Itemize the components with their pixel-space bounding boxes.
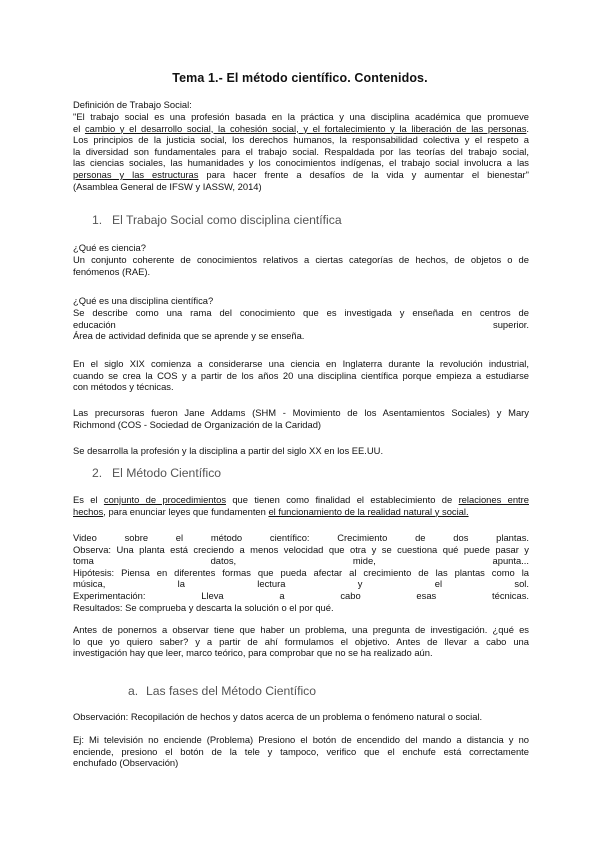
paragraph-ejemplo: [73, 734, 529, 769]
section-1-number: 1.: [92, 213, 103, 227]
text-line: Experimentación: Lleva a cabo esas técnicas.: [73, 589, 529, 601]
underlined-text: personas y las estructuras: [73, 168, 199, 180]
text-line: lo que yo quiero saber? y a partir de ahí formulamos el objetivo. Antes de llevar a cabo una: [73, 635, 529, 647]
underlined-text: hechos: [73, 505, 104, 517]
text-line: Video sobre el método científico: Crecimiento de dos plantas.: [73, 532, 529, 543]
underlined-text: cambio y el desarrollo social, la cohesión social, y el fortalecimiento y la liberación de las personas: [84, 122, 527, 134]
text-line: Se describe como una rama del conocimiento que es investigada y enseñada en centros de: [73, 307, 529, 318]
text-line: con métodos y técnicas.: [73, 381, 174, 393]
text-line: enciende, presiono el botón de la tele y tampoco, verifico que el enchufe está correctamente: [73, 745, 529, 757]
text-line: la diversidad son fundamentales para el trabajo social. Respaldada por las teorías del trabajo social,: [73, 145, 529, 157]
text-line: investigación hay que leer, marco teórico, para comprobar que no se ha realizado aún.: [73, 647, 433, 659]
section-1-title: El Trabajo Social como disciplina científica: [112, 213, 342, 227]
text-line: personas y las estructuras para hacer frente a desafíos de la vida y aumentar el bienestar": [73, 168, 529, 180]
text-line: Se desarrolla la profesión y la disciplina a partir del siglo XX en los EE.UU.: [73, 445, 384, 456]
text-line: Hipótesis: Piensa en diferentes formas que pueda afectar al crecimiento de las plantas como la: [73, 566, 529, 578]
section-2-number: 2.: [92, 466, 103, 480]
text-line: Antes de ponernos a observar tiene que haber un problema, una pregunta de investigación. ¿qué es: [73, 624, 529, 635]
underlined-text: conjunto de procedimientos: [103, 494, 227, 505]
text-line: Observa: Una planta está creciendo a menos velocidad que otra y se cuestiona qué puede pasar y: [73, 543, 529, 555]
subsection-a-heading: [128, 684, 316, 698]
text-line: las ciencias sociales, las humanidades y los conocimientos indígenas, el trabajo social involucra a las: [73, 157, 529, 169]
text-line: En el siglo XIX comienza a considerarse una ciencia en Inglaterra durante la revolución industrial,: [73, 358, 529, 369]
text-line: música, la lectura y el sol.: [73, 578, 529, 590]
section-2-heading: [92, 466, 221, 480]
paragraph-precursoras: [73, 407, 529, 430]
text-line: el cambio y el desarrollo social, la cohesión social, y el fortalecimiento y la liberación de las personas.: [73, 122, 530, 134]
question-disciplina: ¿Qué es una disciplina científica?: [73, 295, 214, 306]
text-line: educación superior.: [73, 318, 529, 330]
text-line: (Asamblea General de IFSW y IASSW, 2014): [73, 180, 262, 192]
text-line: "El trabajo social es una profesión basada en la práctica y una disciplina académica que promueve: [73, 111, 529, 122]
question-ciencia: ¿Qué es ciencia?: [73, 242, 146, 253]
underlined-text: relaciones entre: [458, 494, 529, 505]
paragraph-definicion-metodo: [73, 494, 529, 517]
text-line: Ej: Mi televisión no enciende (Problema) Presiono el botón de encendido del mando a distancia y no: [73, 734, 529, 745]
section-1-heading: [92, 213, 342, 227]
paragraph-antes: [73, 624, 529, 659]
underlined-text: el funcionamiento de la realidad natural y social.: [268, 505, 469, 517]
text-line: hechos, para enunciar leyes que fundamenten el funcionamiento de la realidad natural y social.: [73, 505, 469, 517]
paragraph-observacion: [73, 711, 529, 723]
text-line: Los principios de la justicia social, los derechos humanos, la responsabilidad colectiva y el respeto a: [73, 134, 529, 146]
text-line: Richmond (COS - Sociedad de Organización de la Caridad): [73, 418, 322, 430]
text-line: cuando se crea la COS y a partir de los años 20 una disciplina científica porque empieza a estudiarse: [73, 369, 529, 381]
text-line: Área de actividad definida que se aprende y se enseña.: [73, 330, 305, 342]
text-line: Observación: Recopilación de hechos y datos acerca de un problema o fenómeno natural o social.: [73, 711, 483, 722]
page-title: Tema 1.- El método científico. Contenidos.: [172, 71, 428, 85]
text-line: Resultados: Se comprueba y descarta la solución o el por qué.: [73, 601, 334, 613]
definition-heading: Definición de Trabajo Social:: [73, 99, 192, 110]
paragraph-siglo-xix: [73, 358, 529, 393]
definition-paragraph: [73, 111, 529, 192]
text-line: toma datos, mide, apunta...: [73, 555, 529, 567]
text-line: fenómenos (RAE).: [73, 265, 151, 277]
text-line: Un conjunto coherente de conocimientos relativos a ciertas categorías de hechos, de objetos o de: [73, 254, 529, 265]
text-line: Las precursoras fueron Jane Addams (SHM - Movimiento de los Asentamientos Sociales) y Mary: [73, 407, 529, 418]
paragraph-video: [73, 532, 529, 613]
paragraph-siglo-xx: [73, 445, 529, 457]
subsection-a-title: Las fases del Método Científico: [146, 684, 317, 698]
text-line: Es el conjunto de procedimientos que tienen como finalidad el establecimiento de relaciones entre: [73, 494, 529, 505]
text-line: enchufado (Observación): [73, 757, 179, 769]
subsection-a-letter: a.: [128, 684, 139, 698]
section-2-title: El Método Científico: [112, 466, 222, 480]
answer-disciplina: [73, 307, 529, 342]
answer-ciencia: [73, 254, 529, 277]
